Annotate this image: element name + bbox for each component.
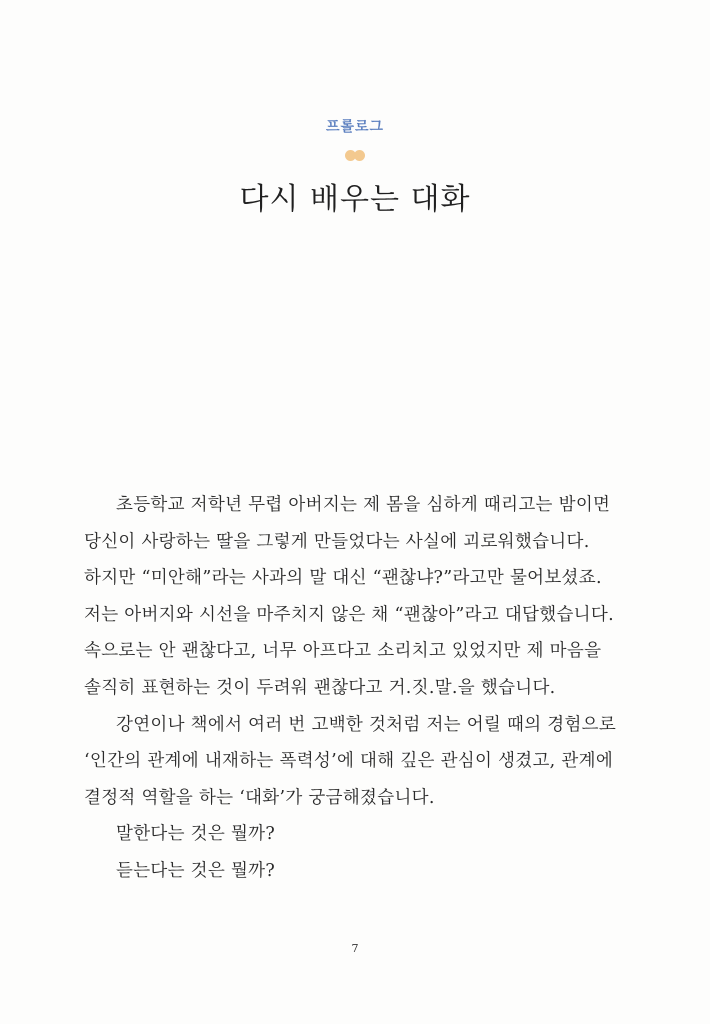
page-number: 7 (351, 942, 359, 955)
decorative-dots (0, 150, 710, 162)
paragraph-line: 강연이나 책에서 여러 번 고백한 것처럼 저는 어릴 때의 경험으로 (116, 714, 617, 735)
paragraph-line: 하지만 “미안해”라는 사과의 말 대신 “괜찮냐?”라고만 물어보셨죠. (84, 568, 602, 589)
paragraph-line: 저는 아버지와 시선을 마주치지 않은 채 “괜찮아”라고 대답했습니다. (84, 604, 614, 625)
paragraph-line: ‘인간의 관계에 내재하는 폭력성’에 대해 깊은 관심이 생겼고, 관계에 (84, 751, 614, 772)
section-label: 프롤로그 (325, 119, 385, 135)
paragraph-line: 당신이 사랑하는 딸을 그렇게 만들었다는 사실에 괴로워했습니다. (84, 531, 590, 552)
paragraph-line: 속으로는 안 괜찮다고, 너무 아프다고 소리치고 있었지만 제 마음을 (84, 641, 602, 662)
chapter-title: 다시 배우는 대화 (239, 182, 471, 217)
body-text (84, 487, 644, 890)
paragraph-line: 솔직히 표현하는 것이 두려워 괜찮다고 거.짓.말.을 했습니다. (84, 677, 556, 698)
paragraph-line: 말한다는 것은 뭘까? (116, 824, 276, 845)
paragraph-line: 듣는다는 것은 뭘까? (116, 860, 276, 881)
paragraph-line: 결정적 역할을 하는 ‘대화’가 궁금해졌습니다. (84, 787, 435, 808)
paragraph-line: 초등학교 저학년 무렵 아버지는 제 몸을 심하게 때리고는 밤이면 (116, 495, 611, 515)
dot-right (354, 150, 365, 161)
